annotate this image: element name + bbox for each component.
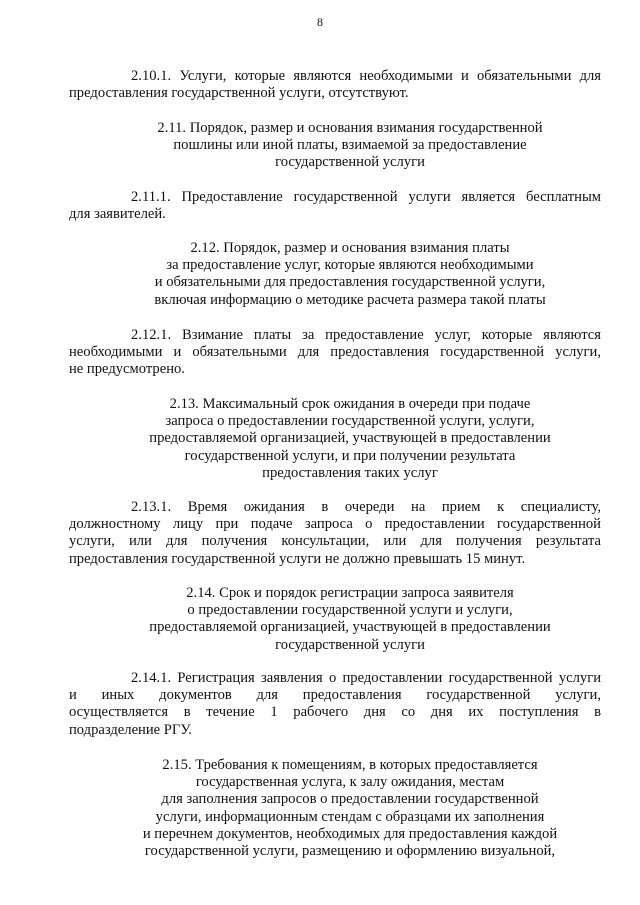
- heading-line: государственной услуги: [275, 636, 425, 653]
- text-line: 2.12.1. Взимание платы за предоставление услуг, которые являются: [131, 327, 601, 343]
- heading-line: о предоставлении государственной услуги и услуги,: [187, 602, 513, 619]
- heading-line: и обязательными для предоставления государственной услуги,: [154, 274, 546, 291]
- heading-line: и перечнем документов, необходимых для предоставления каждой: [142, 825, 558, 842]
- text-line: предоставления государственной услуги, отсутствуют.: [69, 85, 409, 102]
- heading-line: 2.12. Порядок, размер и основания взимания платы: [190, 240, 510, 256]
- heading-line: за предоставление услуг, которые являются необходимыми: [166, 257, 534, 274]
- text-line: услуги, или для получения консультации, или для получения результата: [69, 533, 601, 550]
- text-line: 2.14.1. Регистрация заявления о предоставлении государственной услуги: [131, 670, 601, 686]
- heading-line: запроса о предоставлении государственной услуги, услуги,: [165, 413, 535, 430]
- heading-line: 2.11. Порядок, размер и основания взимания государственной: [157, 120, 543, 136]
- heading-line: услуги, информационным стендам с образцами их заполнения: [155, 808, 545, 825]
- text-line: осуществляется в течение 1 рабочего дня со дня их поступления в: [69, 704, 601, 721]
- heading-line: государственной услуги, и при получении результата: [184, 447, 516, 464]
- text-line: необходимыми и обязательными для предоставления государственной услуги,: [69, 344, 601, 361]
- paragraph-2-11-1: [69, 189, 601, 223]
- section-heading-2-11: [69, 120, 601, 172]
- text-line: 2.10.1. Услуги, которые являются необходимыми и обязательными для: [131, 68, 601, 84]
- paragraph-2-13-1: [69, 499, 601, 568]
- heading-line: 2.15. Требования к помещениям, в которых предоставляется: [162, 757, 538, 773]
- heading-line: предоставления таких услуг: [262, 464, 438, 481]
- heading-line: 2.14. Срок и порядок регистрации запроса заявителя: [186, 585, 514, 601]
- heading-line: государственной услуги, размещению и оформлению визуальной,: [144, 843, 556, 860]
- paragraph-2-12-1: [69, 327, 601, 379]
- paragraph-2-14-1: [69, 670, 601, 739]
- heading-line: предоставляемой организацией, участвующей в предоставлении: [149, 619, 551, 636]
- heading-line: предоставляемой организацией, участвующей в предоставлении: [149, 430, 551, 447]
- text-line: для заявителей.: [69, 206, 166, 223]
- page-number: 8: [317, 15, 323, 29]
- heading-line: государственная услуга, к залу ожидания, местам: [195, 774, 505, 791]
- paragraph-2-10-1: [69, 68, 601, 102]
- heading-line: 2.13. Максимальный срок ожидания в очереди при подаче: [169, 396, 531, 412]
- heading-line: пошлины или иной платы, взимаемой за предоставление: [173, 137, 527, 154]
- text-line: предоставления государственной услуги не должно превышать 15 минут.: [69, 550, 526, 567]
- heading-line: для заполнения запросов о предоставлении государственной: [161, 791, 539, 808]
- text-line: 2.13.1. Время ожидания в очереди на прием к специалисту,: [131, 499, 601, 515]
- text-line: подразделение РГУ.: [69, 721, 192, 738]
- heading-line: включая информацию о методике расчета размера такой платы: [154, 291, 546, 308]
- heading-line: государственной услуги: [275, 154, 425, 171]
- section-heading-2-13: [69, 396, 601, 482]
- text-line: должностному лицу при подаче запроса о предоставлении государственной: [69, 516, 601, 533]
- text-line: и иных документов для предоставления государственной услуги,: [69, 687, 601, 704]
- section-heading-2-12: [69, 240, 601, 309]
- section-heading-2-15: [69, 757, 601, 860]
- text-line: не предусмотрено.: [69, 361, 185, 378]
- text-line: 2.11.1. Предоставление государственной услуги является бесплатным: [131, 189, 601, 205]
- section-heading-2-14: [69, 585, 601, 654]
